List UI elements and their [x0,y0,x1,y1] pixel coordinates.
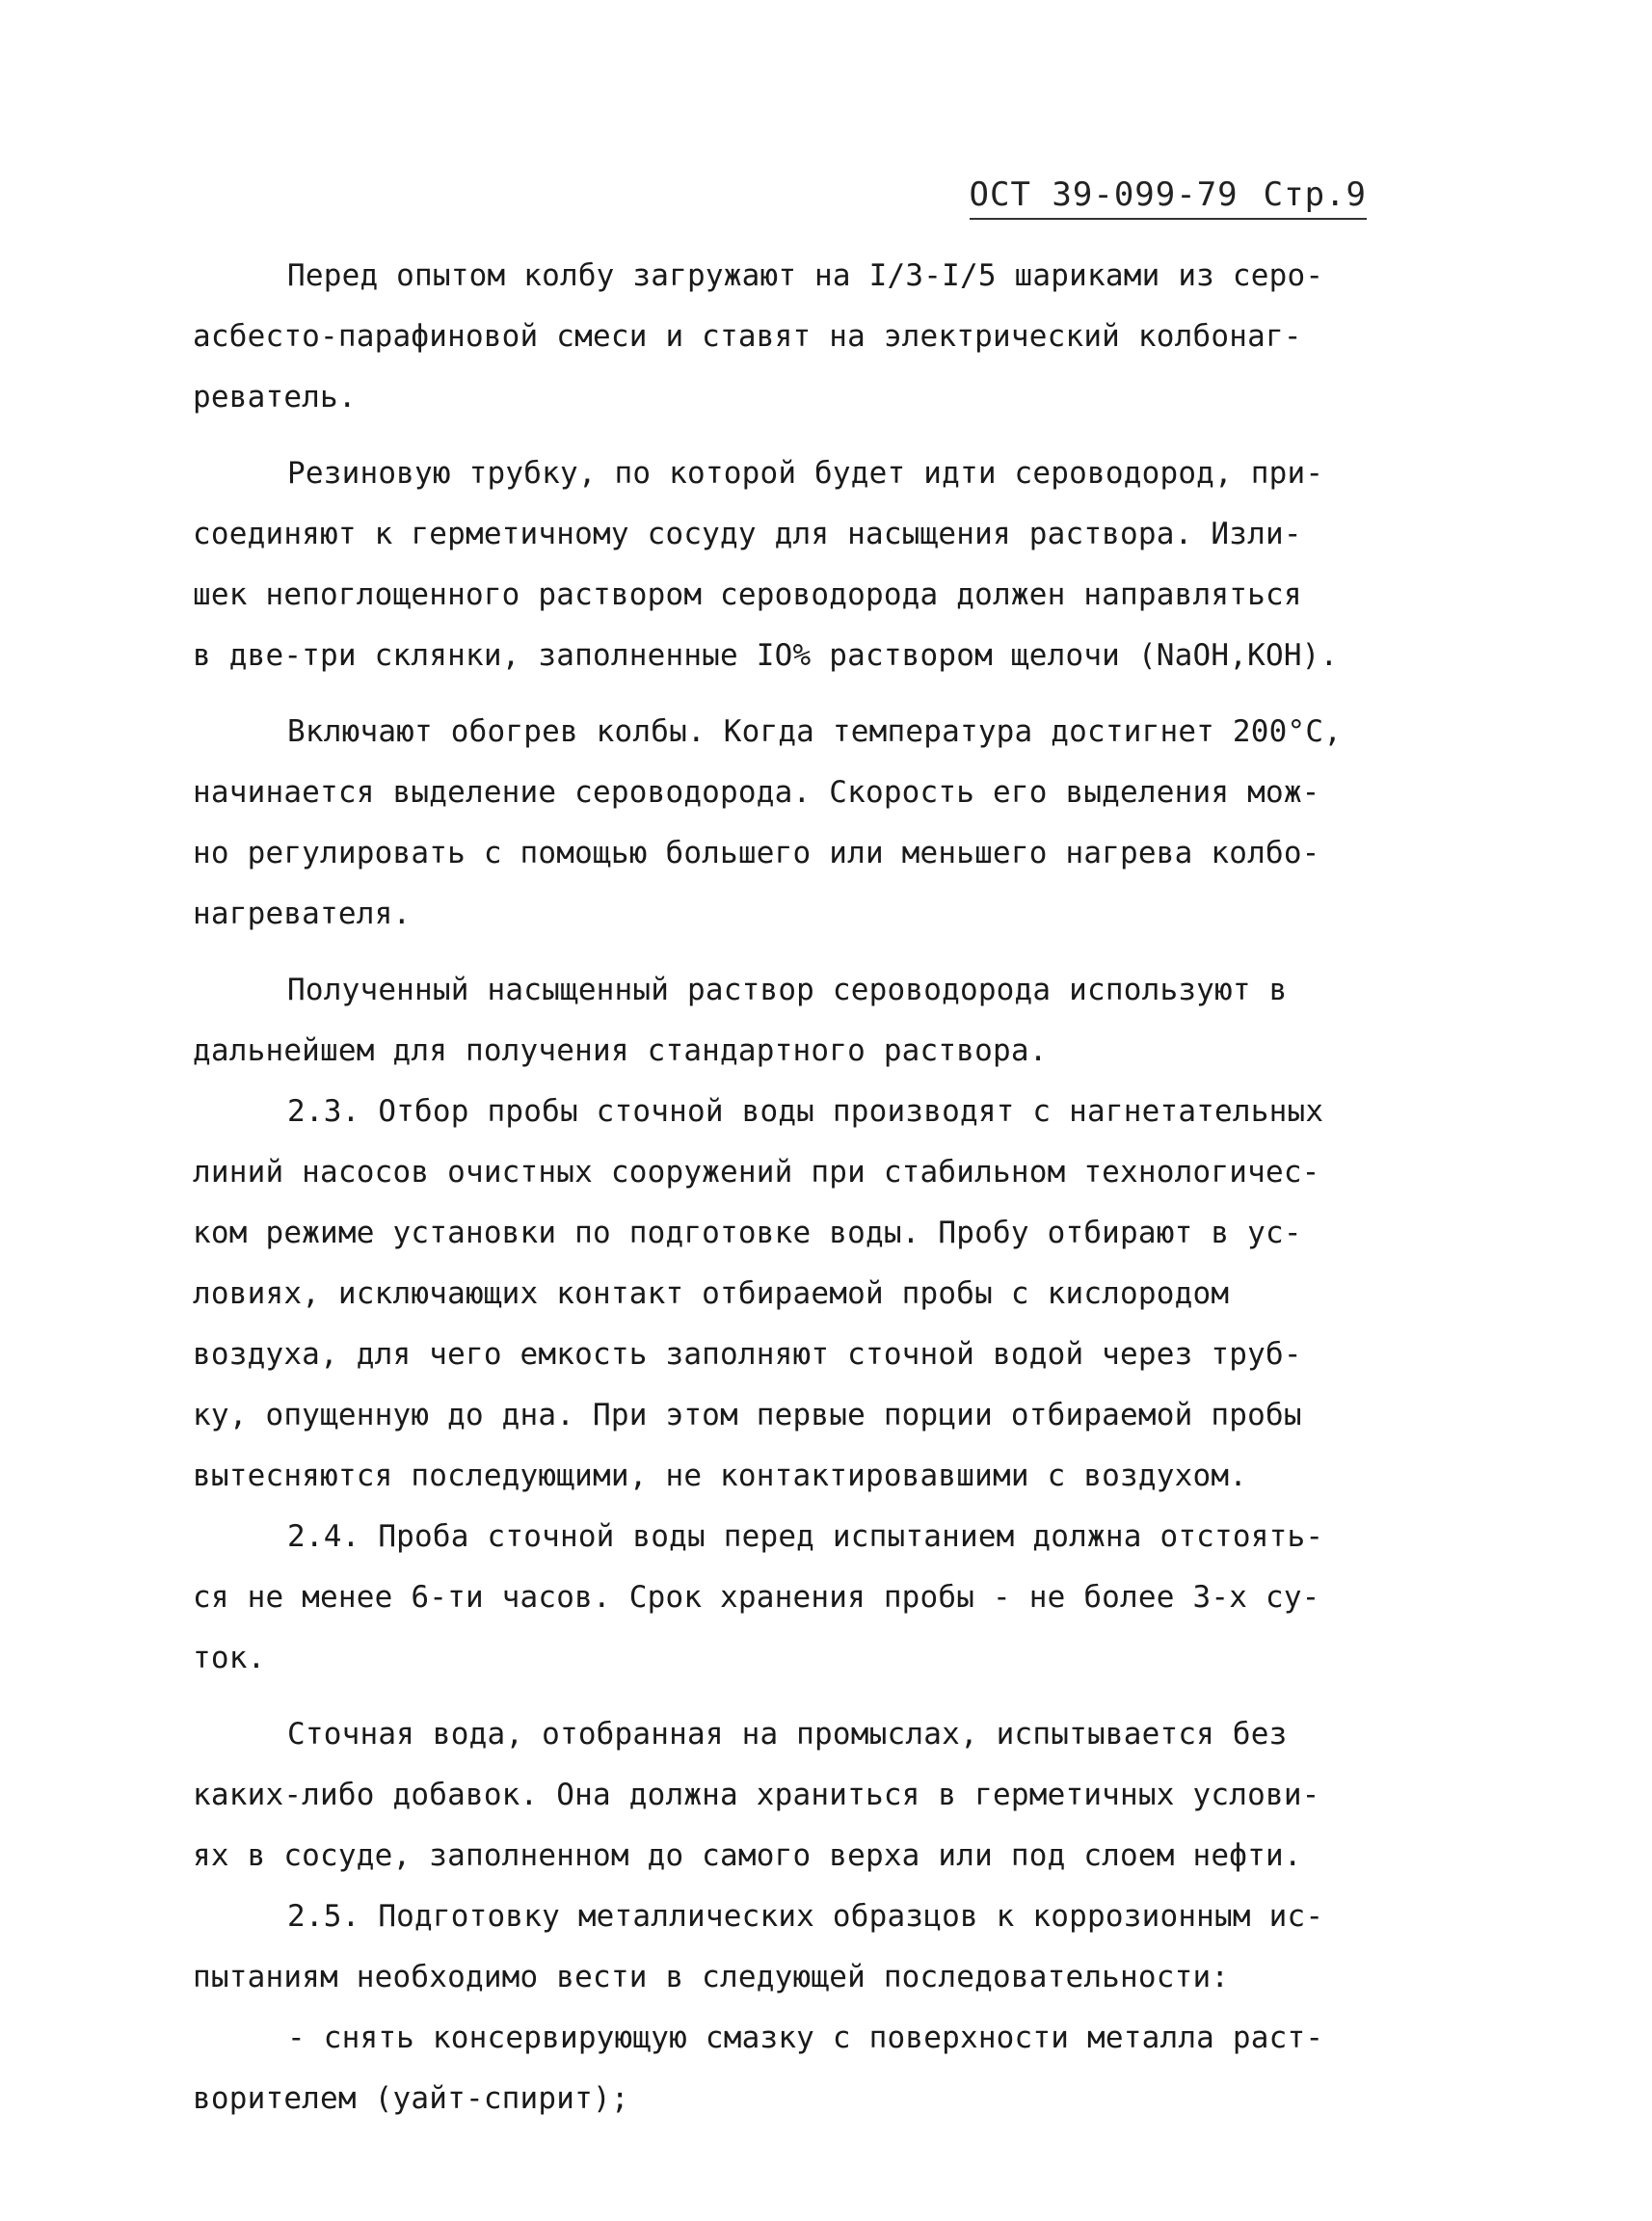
paragraph-line: асбесто-парафиновой смеси и ставят на электрический колбонаг- [193,319,1302,354]
page-number: Стр.9 [1263,175,1367,214]
list-item-line: - снять консервирующую смазку с поверхности металла раст- [287,2020,1324,2055]
paragraph-line: дальнейшем для получения стандартного раствора. [193,1033,1048,1068]
paragraph-line: реватель. [193,380,357,415]
paragraph-line: но регулировать с помощью большего или меньшего нагрева колбо- [193,836,1320,870]
paragraph-line: Перед опытом колбу загружают на I/3-I/5 шариками из серо- [287,258,1324,293]
paragraph-line: ток. [193,1641,266,1675]
paragraph-line: каких-либо добавок. Она должна храниться в герметичных услови- [193,1778,1320,1812]
section-2-4-line: 2.4. Проба сточной воды перед испытанием должна отстоять- [287,1519,1324,1554]
paragraph-line: воздуха, для чего емкость заполняют сточной водой через труб- [193,1337,1302,1372]
paragraph-line: ях в сосуде, заполненном до самого верха или под слоем нефти. [193,1838,1302,1873]
paragraph-line: в две-три склянки, заполненные IO% раствором щелочи (NaOH,KOH). [193,638,1339,673]
paragraph-line: ку, опущенную до дна. При этом первые порции отбираемой пробы [193,1398,1302,1432]
paragraph-line: ся не менее 6-ти часов. Срок хранения пробы - не более 3-х су- [193,1580,1320,1615]
paragraph-line: шек непоглощенного раствором сероводорода должен направляться [193,577,1302,612]
paragraph-line: Полученный насыщенный раствор сероводорода используют в [287,973,1288,1007]
paragraph-line: нагревателя. [193,896,412,931]
paragraph-line: Резиновую трубку, по которой будет идти сероводород, при- [287,456,1324,491]
paragraph-line: пытаниям необходимо вести в следующей последовательности: [193,1960,1230,1994]
paragraph-line: соединяют к герметичному сосуду для насыщения раствора. Изли- [193,517,1302,551]
section-2-3-line: 2.3. Отбор пробы сточной воды производят с нагнетательных [287,1094,1324,1129]
paragraph-line: ловиях, исключающих контакт отбираемой пробы с кислородом [193,1276,1230,1311]
paragraph-line: Включают обогрев колбы. Когда температура достигнет 200°C, [287,714,1343,749]
document-body [193,246,1364,2129]
paragraph-line: начинается выделение сероводорода. Скорость его выделения мож- [193,775,1320,810]
paragraph-line: Сточная вода, отобранная на промыслах, испытывается без [287,1717,1288,1752]
paragraph-line: ворителем (уайт-спирит); [193,2081,629,2116]
page-header [970,175,1367,220]
section-2-5-line: 2.5. Подготовку металлических образцов к коррозионным ис- [287,1899,1324,1934]
paragraph-line: ком режиме установки по подготовке воды. Пробу отбирают в ус- [193,1216,1302,1250]
paragraph-line: линий насосов очистных сооружений при стабильном технологичес- [193,1155,1320,1190]
paragraph-line: вытесняются последующими, не контактировавшими с воздухом. [193,1458,1248,1493]
document-code: ОСТ 39-099-79 [969,175,1239,214]
